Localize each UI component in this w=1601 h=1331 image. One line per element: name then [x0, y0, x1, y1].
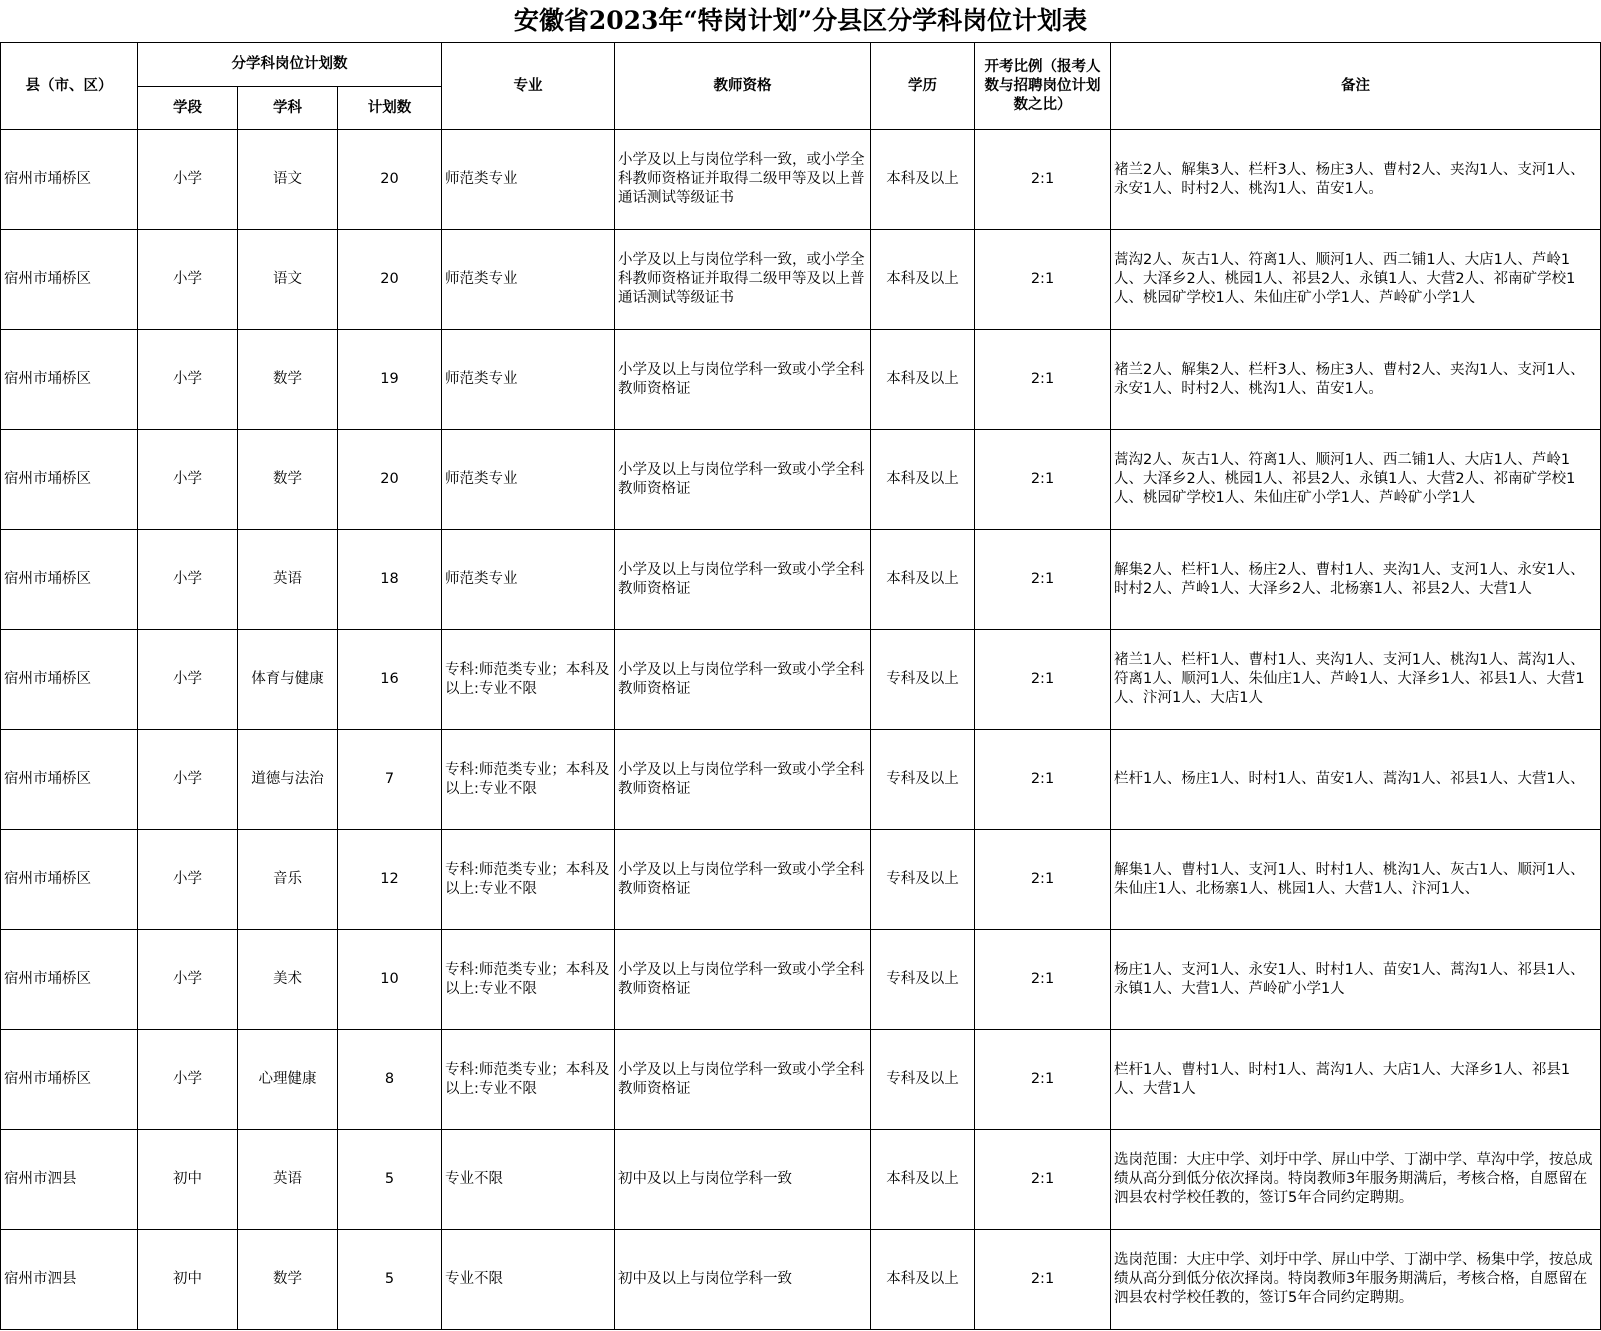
- table-row: [1, 130, 1601, 230]
- cell-county: 宿州市泗县: [1, 1130, 138, 1230]
- table-row: [1, 1030, 1601, 1130]
- table-row: [1, 530, 1601, 630]
- cell-remarks: 褚兰2人、解集2人、栏杆3人、杨庄3人、曹村2人、夹沟1人、支河1人、永安1人、时村2人、桃沟1人、苗安1人。: [1111, 330, 1601, 430]
- cell-subject: 数学: [238, 430, 338, 530]
- cell-county: 宿州市埇桥区: [1, 1030, 138, 1130]
- table-row: [1, 730, 1601, 830]
- cell-count: 12: [338, 830, 442, 930]
- cell-ratio: 2:1: [975, 130, 1111, 230]
- cell-county: 宿州市埇桥区: [1, 830, 138, 930]
- cell-major: 专业不限: [442, 1230, 615, 1330]
- cell-stage: 小学: [138, 730, 238, 830]
- cell-stage: 小学: [138, 430, 238, 530]
- cell-county: 宿州市埇桥区: [1, 230, 138, 330]
- cell-major: 专科:师范类专业；本科及以上:专业不限: [442, 730, 615, 830]
- cell-qualification: 小学及以上与岗位学科一致或小学全科教师资格证: [615, 830, 871, 930]
- cell-subject: 英语: [238, 530, 338, 630]
- cell-education: 本科及以上: [871, 330, 975, 430]
- cell-subject: 数学: [238, 1230, 338, 1330]
- cell-stage: 小学: [138, 930, 238, 1030]
- header-subject: 学科: [238, 87, 338, 130]
- page-title: 安徽省2023年“特岗计划”分县区分学科岗位计划表: [513, 6, 1088, 35]
- cell-qualification: 小学及以上与岗位学科一致或小学全科教师资格证: [615, 430, 871, 530]
- cell-subject: 数学: [238, 330, 338, 430]
- cell-ratio: 2:1: [975, 830, 1111, 930]
- header-education: 学历: [871, 43, 975, 130]
- cell-ratio: 2:1: [975, 730, 1111, 830]
- cell-major: 专科:师范类专业；本科及以上:专业不限: [442, 930, 615, 1030]
- cell-major: 师范类专业: [442, 130, 615, 230]
- cell-ratio: 2:1: [975, 230, 1111, 330]
- cell-count: 7: [338, 730, 442, 830]
- header-stage: 学段: [138, 87, 238, 130]
- cell-county: 宿州市埇桥区: [1, 330, 138, 430]
- cell-stage: 初中: [138, 1230, 238, 1330]
- cell-remarks: 蒿沟2人、灰古1人、符离1人、顺河1人、西二铺1人、大店1人、芦岭1人、大泽乡2人、桃园1人、祁县2人、永镇1人、大营2人、祁南矿学校1人、桃园矿学校1人、朱仙庄矿小学1人、芦岭矿小学1人: [1111, 230, 1601, 330]
- cell-education: 专科及以上: [871, 930, 975, 1030]
- header-count: 计划数: [338, 87, 442, 130]
- cell-stage: 小学: [138, 230, 238, 330]
- cell-subject: 道德与法治: [238, 730, 338, 830]
- table-row: [1, 1130, 1601, 1230]
- cell-qualification: 小学及以上与岗位学科一致，或小学全科教师资格证并取得二级甲等及以上普通话测试等级证书: [615, 230, 871, 330]
- cell-count: 19: [338, 330, 442, 430]
- cell-count: 5: [338, 1130, 442, 1230]
- cell-ratio: 2:1: [975, 430, 1111, 530]
- cell-qualification: 小学及以上与岗位学科一致或小学全科教师资格证: [615, 630, 871, 730]
- cell-education: 本科及以上: [871, 130, 975, 230]
- cell-remarks: 选岗范围：大庄中学、刘圩中学、屏山中学、丁湖中学、杨集中学，按总成绩从高分到低分依次择岗。特岗教师3年服务期满后，考核合格，自愿留在泗县农村学校任教的，签订5年合同约定聘期。: [1111, 1230, 1601, 1330]
- cell-remarks: 褚兰2人、解集3人、栏杆3人、杨庄3人、曹村2人、夹沟1人、支河1人、永安1人、时村2人、桃沟1人、苗安1人。: [1111, 130, 1601, 230]
- cell-county: 宿州市埇桥区: [1, 430, 138, 530]
- cell-count: 20: [338, 130, 442, 230]
- table-row: [1, 630, 1601, 730]
- cell-qualification: 初中及以上与岗位学科一致: [615, 1230, 871, 1330]
- cell-qualification: 小学及以上与岗位学科一致或小学全科教师资格证: [615, 530, 871, 630]
- cell-major: 师范类专业: [442, 430, 615, 530]
- table-row: [1, 430, 1601, 530]
- cell-stage: 初中: [138, 1130, 238, 1230]
- cell-education: 本科及以上: [871, 530, 975, 630]
- cell-ratio: 2:1: [975, 530, 1111, 630]
- cell-qualification: 小学及以上与岗位学科一致或小学全科教师资格证: [615, 930, 871, 1030]
- cell-remarks: 选岗范围：大庄中学、刘圩中学、屏山中学、丁湖中学、草沟中学，按总成绩从高分到低分依次择岗。特岗教师3年服务期满后，考核合格，自愿留在泗县农村学校任教的，签订5年合同约定聘期。: [1111, 1130, 1601, 1230]
- cell-education: 专科及以上: [871, 830, 975, 930]
- header-major: 专业: [442, 43, 615, 130]
- cell-major: 专科:师范类专业；本科及以上:专业不限: [442, 830, 615, 930]
- cell-county: 宿州市埇桥区: [1, 130, 138, 230]
- cell-ratio: 2:1: [975, 1030, 1111, 1130]
- header-county: 县（市、区）: [1, 43, 138, 130]
- header-remarks: 备注: [1111, 43, 1601, 130]
- cell-education: 专科及以上: [871, 630, 975, 730]
- cell-remarks: 解集1人、曹村1人、支河1人、时村1人、桃沟1人、灰古1人、顺河1人、朱仙庄1人、北杨寨1人、桃园1人、大营1人、汴河1人、: [1111, 830, 1601, 930]
- cell-qualification: 小学及以上与岗位学科一致，或小学全科教师资格证并取得二级甲等及以上普通话测试等级证书: [615, 130, 871, 230]
- header-qualification: 教师资格: [615, 43, 871, 130]
- cell-subject: 心理健康: [238, 1030, 338, 1130]
- table-row: [1, 330, 1601, 430]
- cell-county: 宿州市埇桥区: [1, 730, 138, 830]
- cell-ratio: 2:1: [975, 630, 1111, 730]
- cell-major: 师范类专业: [442, 530, 615, 630]
- cell-education: 本科及以上: [871, 1230, 975, 1330]
- cell-major: 专科:师范类专业；本科及以上:专业不限: [442, 630, 615, 730]
- cell-count: 20: [338, 430, 442, 530]
- cell-remarks: 蒿沟2人、灰古1人、符离1人、顺河1人、西二铺1人、大店1人、芦岭1人、大泽乡2人、桃园1人、祁县2人、永镇1人、大营2人、祁南矿学校1人、桃园矿学校1人、朱仙庄矿小学1人、芦岭矿小学1人: [1111, 430, 1601, 530]
- cell-education: 本科及以上: [871, 1130, 975, 1230]
- plan-table: [0, 42, 1601, 1330]
- table-row: [1, 930, 1601, 1030]
- cell-stage: 小学: [138, 830, 238, 930]
- cell-stage: 小学: [138, 130, 238, 230]
- cell-count: 8: [338, 1030, 442, 1130]
- cell-qualification: 小学及以上与岗位学科一致或小学全科教师资格证: [615, 730, 871, 830]
- cell-stage: 小学: [138, 1030, 238, 1130]
- cell-county: 宿州市埇桥区: [1, 630, 138, 730]
- cell-education: 本科及以上: [871, 230, 975, 330]
- cell-major: 专科:师范类专业；本科及以上:专业不限: [442, 1030, 615, 1130]
- cell-count: 20: [338, 230, 442, 330]
- cell-ratio: 2:1: [975, 330, 1111, 430]
- table-row: [1, 830, 1601, 930]
- cell-remarks: 杨庄1人、支河1人、永安1人、时村1人、苗安1人、蒿沟1人、祁县1人、永镇1人、大营1人、芦岭矿小学1人: [1111, 930, 1601, 1030]
- cell-qualification: 小学及以上与岗位学科一致或小学全科教师资格证: [615, 1030, 871, 1130]
- cell-subject: 音乐: [238, 830, 338, 930]
- cell-remarks: 褚兰1人、栏杆1人、曹村1人、夹沟1人、支河1人、桃沟1人、蒿沟1人、符离1人、顺河1人、朱仙庄1人、芦岭1人、大泽乡1人、祁县1人、大营1人、汴河1人、大店1人: [1111, 630, 1601, 730]
- cell-subject: 英语: [238, 1130, 338, 1230]
- cell-county: 宿州市埇桥区: [1, 930, 138, 1030]
- cell-count: 16: [338, 630, 442, 730]
- cell-education: 本科及以上: [871, 430, 975, 530]
- cell-count: 5: [338, 1230, 442, 1330]
- cell-count: 18: [338, 530, 442, 630]
- cell-stage: 小学: [138, 330, 238, 430]
- cell-qualification: 小学及以上与岗位学科一致或小学全科教师资格证: [615, 330, 871, 430]
- cell-count: 10: [338, 930, 442, 1030]
- cell-ratio: 2:1: [975, 930, 1111, 1030]
- cell-subject: 美术: [238, 930, 338, 1030]
- cell-ratio: 2:1: [975, 1230, 1111, 1330]
- header-ratio: 开考比例（报考人数与招聘岗位计划数之比）: [975, 43, 1111, 130]
- cell-major: 师范类专业: [442, 230, 615, 330]
- cell-remarks: 栏杆1人、曹村1人、时村1人、蒿沟1人、大店1人、大泽乡1人、祁县1人、大营1人: [1111, 1030, 1601, 1130]
- cell-education: 专科及以上: [871, 730, 975, 830]
- cell-qualification: 初中及以上与岗位学科一致: [615, 1130, 871, 1230]
- cell-remarks: 解集2人、栏杆1人、杨庄2人、曹村1人、夹沟1人、支河1人、永安1人、时村2人、芦岭1人、大泽乡2人、北杨寨1人、祁县2人、大营1人: [1111, 530, 1601, 630]
- cell-major: 师范类专业: [442, 330, 615, 430]
- cell-stage: 小学: [138, 530, 238, 630]
- cell-subject: 语文: [238, 230, 338, 330]
- cell-stage: 小学: [138, 630, 238, 730]
- cell-subject: 语文: [238, 130, 338, 230]
- cell-county: 宿州市泗县: [1, 1230, 138, 1330]
- cell-subject: 体育与健康: [238, 630, 338, 730]
- cell-remarks: 栏杆1人、杨庄1人、时村1人、苗安1人、蒿沟1人、祁县1人、大营1人、: [1111, 730, 1601, 830]
- header-group: 分学科岗位计划数: [138, 43, 442, 87]
- cell-ratio: 2:1: [975, 1130, 1111, 1230]
- cell-education: 专科及以上: [871, 1030, 975, 1130]
- table-row: [1, 230, 1601, 330]
- cell-major: 专业不限: [442, 1130, 615, 1230]
- table-row: [1, 1230, 1601, 1330]
- cell-county: 宿州市埇桥区: [1, 530, 138, 630]
